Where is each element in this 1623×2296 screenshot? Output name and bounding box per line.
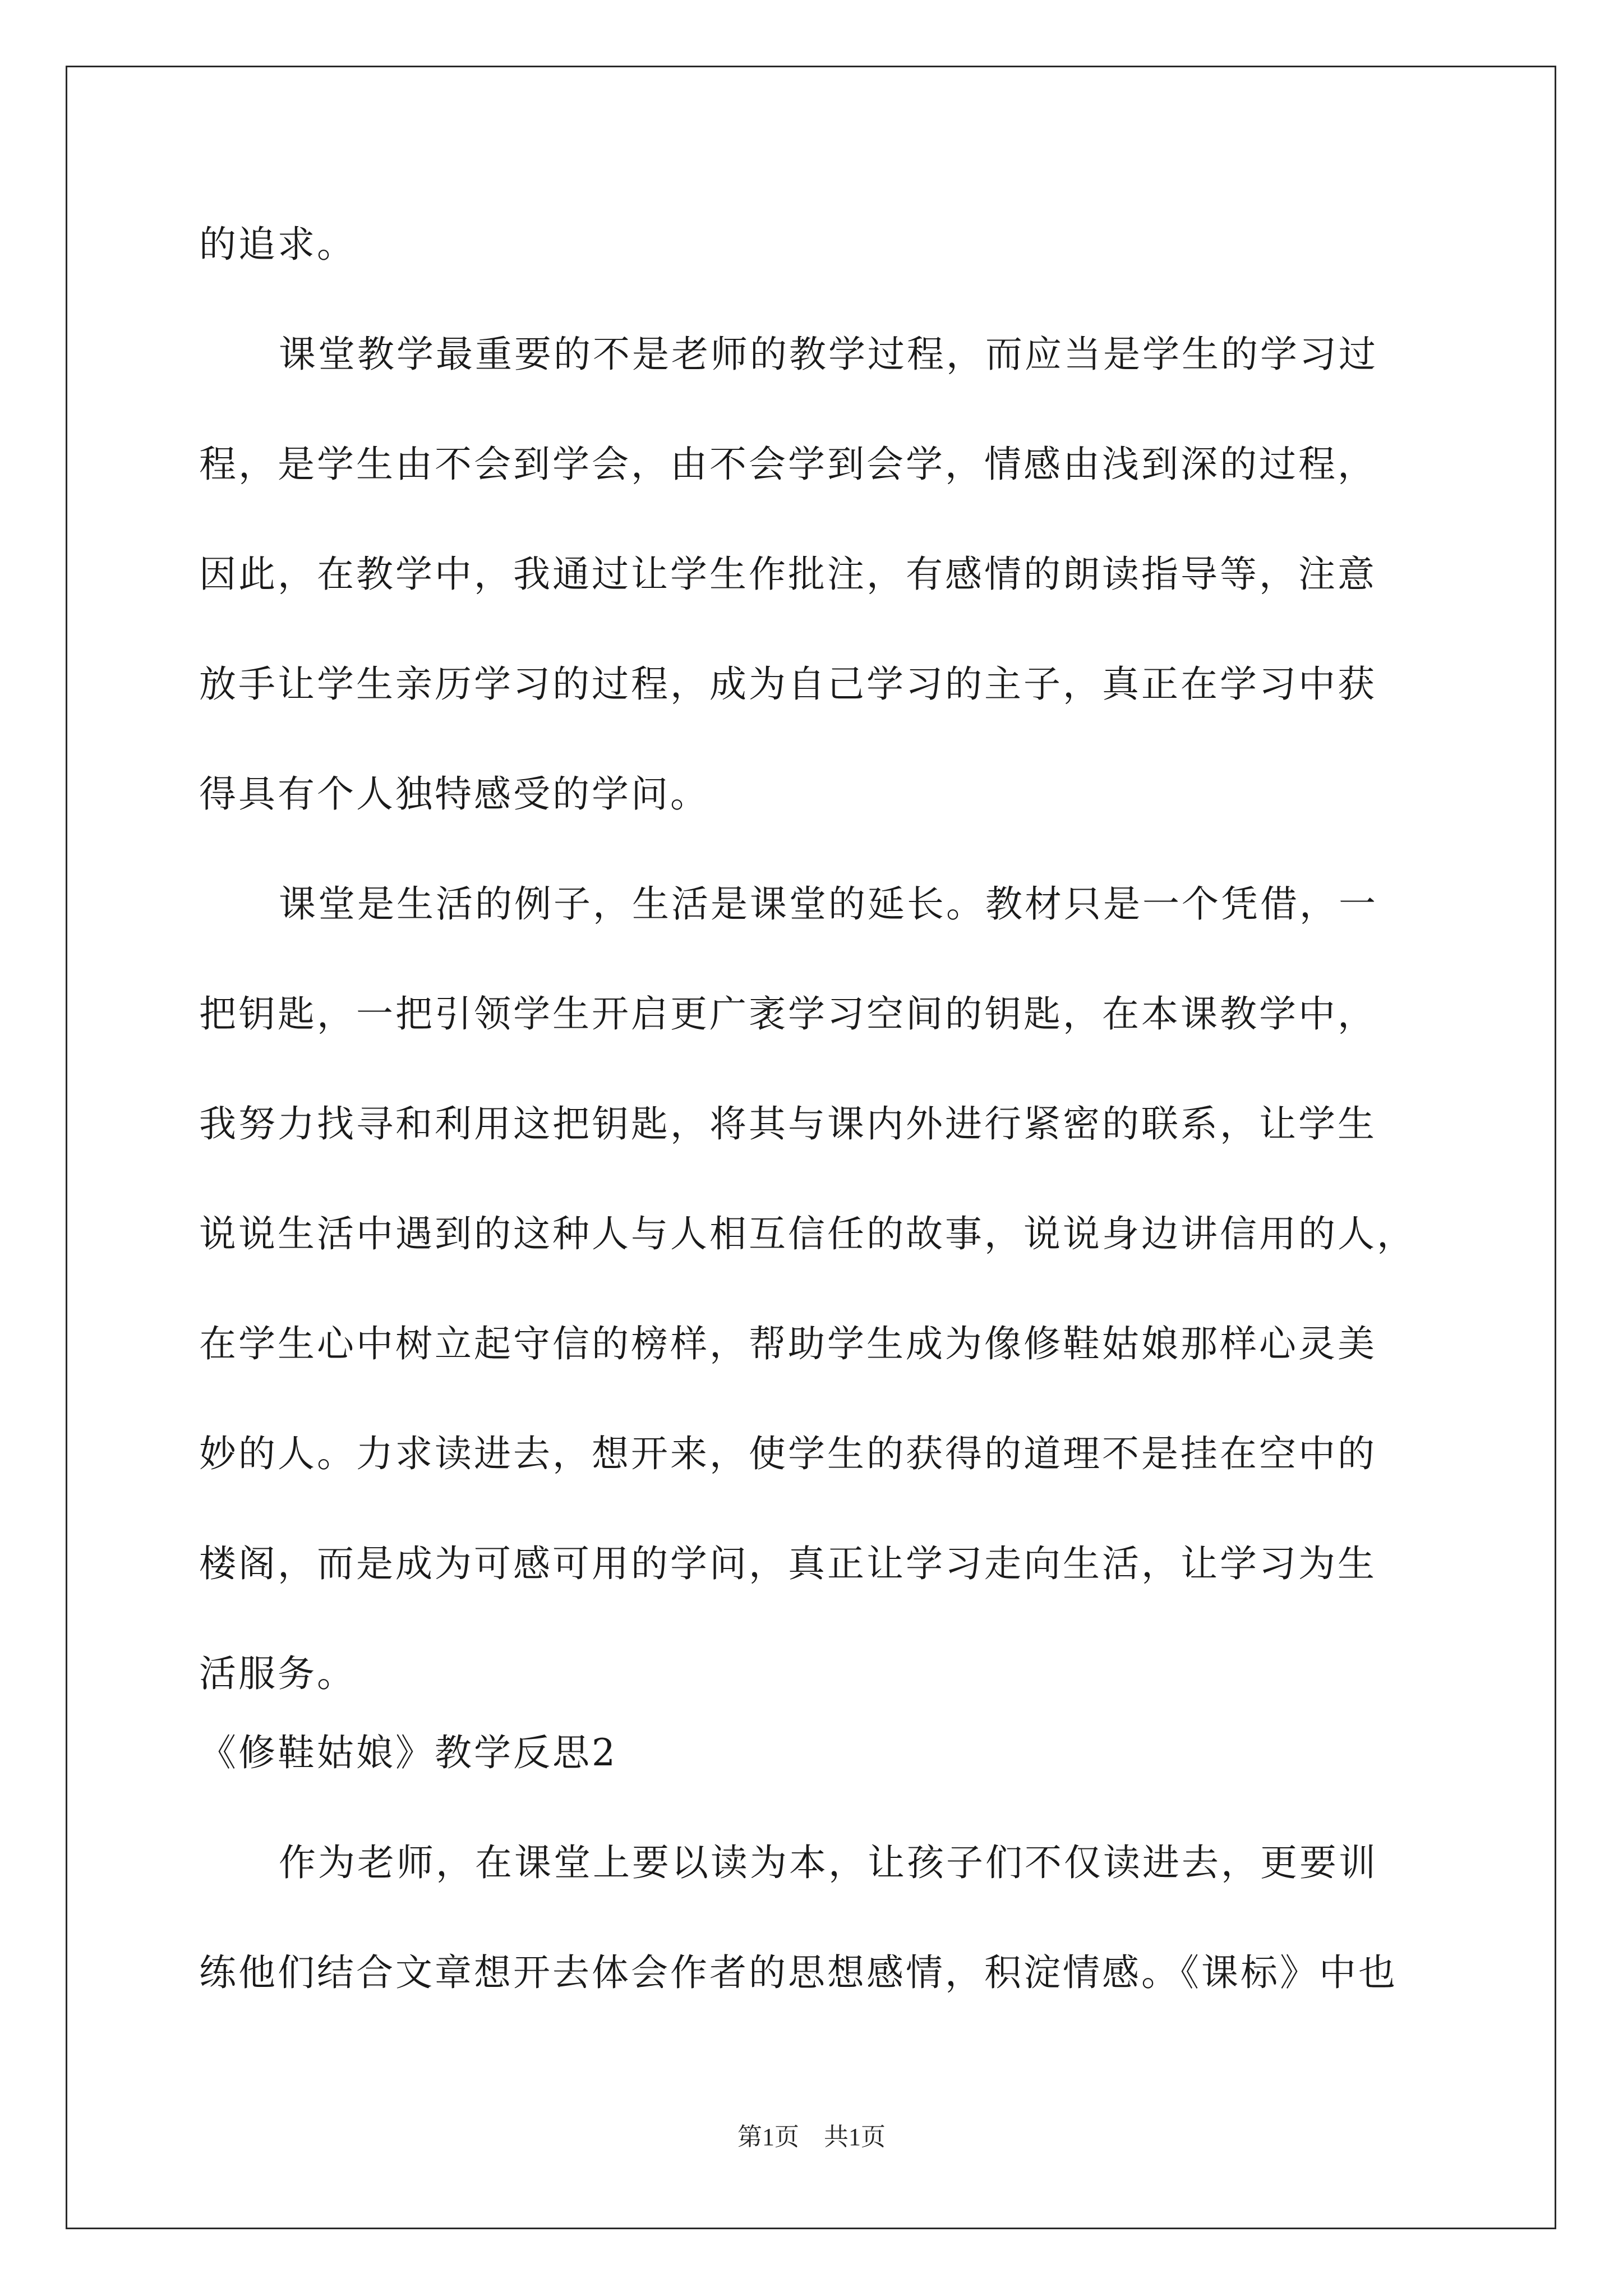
text-line: 妙的人。力求读进去，想开来，使学生的获得的道理不是挂在空中的 xyxy=(199,1432,1377,1475)
page-footer: 第1页 共1页 xyxy=(737,2123,886,2151)
text-line: 把钥匙，一把引领学生开启更广袤学习空间的钥匙，在本课教学中， xyxy=(199,992,1377,1036)
text-line: 程，是学生由不会到学会，由不会学到会学，情感由浅到深的过程， xyxy=(199,443,1377,486)
text-line: 的追求。 xyxy=(199,223,356,266)
text-line: 活服务。 xyxy=(199,1652,356,1695)
section-heading: 《修鞋姑娘》教学反思2 xyxy=(199,1731,617,1774)
text-line: 我努力找寻和利用这把钥匙，将其与课内外进行紧密的联系，让学生 xyxy=(199,1102,1377,1145)
text-line: 课堂教学最重要的不是老师的教学过程，而应当是学生的学习过 xyxy=(279,333,1378,376)
text-line: 作为老师，在课堂上要以读为本，让孩子们不仅读进去，更要训 xyxy=(279,1841,1378,1884)
text-line: 在学生心中树立起守信的榜样，帮助学生成为像修鞋姑娘那样心灵美 xyxy=(199,1322,1377,1365)
text-line: 放手让学生亲历学习的过程，成为自己学习的主子，真正在学习中获 xyxy=(199,662,1377,706)
text-line: 因此，在教学中，我通过让学生作批注，有感情的朗读指导等，注意 xyxy=(199,553,1377,596)
text-line: 课堂是生活的例子，生活是课堂的延长。教材只是一个凭借，一 xyxy=(279,882,1378,926)
text-line: 得具有个人独特感受的学问。 xyxy=(199,772,709,816)
text-line: 说说生活中遇到的这种人与人相互信任的故事，说说身边讲信用的人， xyxy=(199,1212,1416,1255)
page-border xyxy=(66,66,1556,2229)
text-line: 练他们结合文章想开去体会作者的思想感情，积淀情感。《课标》中也 xyxy=(199,1951,1398,1994)
text-line: 楼阁，而是成为可感可用的学问，真正让学习走向生活，让学习为生 xyxy=(199,1542,1377,1585)
